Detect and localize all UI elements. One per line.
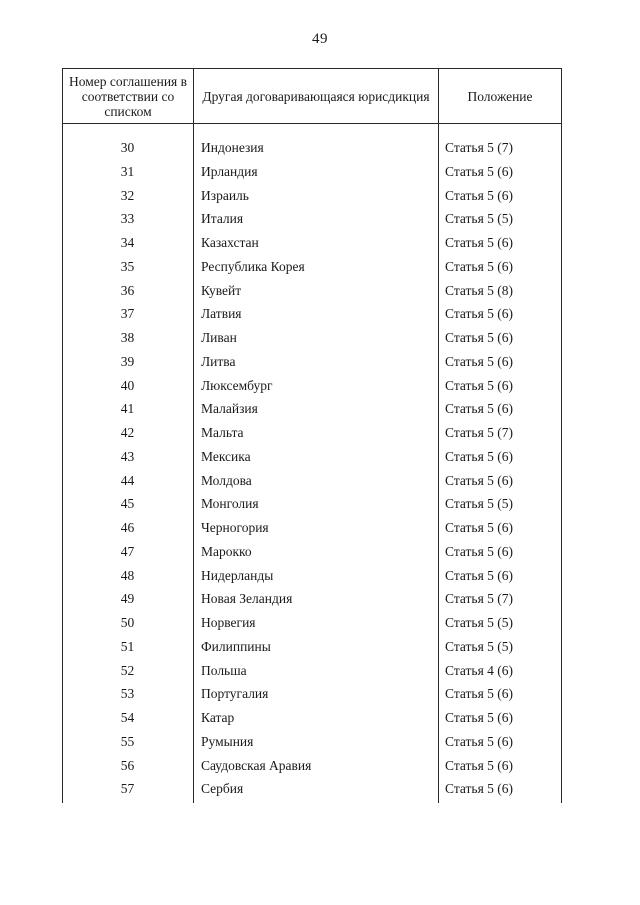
row-provision: Статья 5 (7) [445,425,514,440]
table-row [62,140,562,164]
row-number: 49 [120,591,135,607]
row-provision: Статья 5 (6) [445,448,514,464]
row-jurisdiction: Мальта [201,425,244,440]
row-number: 51 [120,638,135,654]
row-number: 55 [120,733,135,749]
row-provision: Статья 4 (6) [445,662,514,678]
row-provision: Статья 5 (6) [445,733,514,749]
table-row [62,544,562,568]
table-row [62,781,562,805]
row-jurisdiction: Латвия [201,306,242,322]
row-jurisdiction: Нидерланды [201,567,274,583]
row-number: 57 [120,781,135,797]
table-row [62,734,562,758]
row-number: 43 [120,448,135,464]
row-number: 34 [120,235,135,250]
row-provision: Статья 5 (5) [445,638,514,654]
row-jurisdiction: Ирландия [201,163,258,179]
row-provision: Статья 5 (6) [445,187,514,203]
row-number: 39 [120,353,135,369]
row-number: 53 [120,686,135,702]
row-number: 33 [120,211,135,227]
row-provision: Статья 5 (6) [445,472,514,488]
row-provision: Статья 5 (7) [445,140,514,155]
row-number: 37 [120,306,135,322]
row-jurisdiction: Португалия [201,686,269,702]
table-row [62,330,562,354]
page-number: 49 [312,31,328,47]
row-jurisdiction: Черногория [201,520,269,535]
table-row [62,710,562,734]
row-number: 44 [120,472,135,488]
row-provision: Статья 5 (6) [445,520,514,535]
row-jurisdiction: Казахстан [201,235,259,250]
row-provision: Статья 5 (6) [445,781,514,797]
row-number: 56 [120,757,135,773]
row-provision: Статья 5 (6) [445,163,514,179]
table-row [62,639,562,663]
row-jurisdiction: Ливан [201,330,237,345]
row-number: 30 [120,140,135,155]
row-jurisdiction: Кувейт [201,282,242,298]
row-number: 45 [120,496,135,512]
table-row [62,758,562,782]
row-jurisdiction: Филиппины [201,638,271,654]
header-provision-label: Положение [467,88,533,104]
row-jurisdiction: Люксембург [201,377,273,393]
row-number: 36 [120,282,135,298]
row-provision: Статья 5 (6) [445,543,514,559]
header-provision [439,69,561,123]
row-number: 41 [120,401,135,417]
table-row [62,283,562,307]
header-number-label: Номер соглашения в соответствии со списком [68,73,188,119]
table-row [62,496,562,520]
row-number: 42 [120,425,135,440]
row-jurisdiction: Мексика [201,448,251,464]
header-number [63,69,193,123]
table-row [62,591,562,615]
table-row [62,663,562,687]
row-jurisdiction: Саудовская Аравия [201,757,312,773]
row-number: 35 [120,258,135,274]
table-row [62,235,562,259]
row-number: 47 [120,543,135,559]
table-row [62,473,562,497]
row-jurisdiction: Румыния [201,733,254,749]
row-provision: Статья 5 (6) [445,235,514,250]
table-body [62,140,562,805]
row-jurisdiction: Молдова [201,472,252,488]
table-row [62,615,562,639]
table-row [62,164,562,188]
row-provision: Статья 5 (8) [445,282,514,298]
agreements-table [62,68,562,803]
row-number: 40 [120,377,135,393]
row-jurisdiction: Норвегия [201,615,256,630]
row-jurisdiction: Италия [201,211,244,227]
row-jurisdiction: Малайзия [201,401,258,417]
table-row [62,259,562,283]
table-row [62,306,562,330]
row-number: 52 [120,662,135,678]
row-jurisdiction: Монголия [201,496,259,512]
row-number: 50 [120,615,135,630]
row-jurisdiction: Сербия [201,781,244,797]
row-provision: Статья 5 (6) [445,567,514,583]
row-jurisdiction: Израиль [201,187,249,203]
header-jurisdiction [194,69,438,123]
row-jurisdiction: Литва [201,353,236,369]
row-provision: Статья 5 (6) [445,330,514,345]
row-number: 38 [120,330,135,345]
row-jurisdiction: Республика Корея [201,258,305,274]
row-provision: Статья 5 (7) [445,591,514,607]
row-jurisdiction: Индонезия [201,140,264,155]
table-row [62,686,562,710]
row-provision: Статья 5 (5) [445,615,514,630]
row-number: 32 [120,187,135,203]
row-number: 48 [120,567,135,583]
row-number: 31 [120,163,135,179]
row-number: 46 [120,520,135,535]
table-row [62,378,562,402]
row-number: 54 [120,710,135,725]
row-provision: Статья 5 (6) [445,686,514,702]
row-jurisdiction: Новая Зеландия [201,591,293,607]
row-jurisdiction: Польша [201,662,247,678]
header-divider [62,123,562,124]
header-jurisdiction-label: Другая договаривающаяся юрисдикция [202,88,430,104]
row-jurisdiction: Катар [201,710,235,725]
row-provision: Статья 5 (6) [445,710,514,725]
table-row [62,520,562,544]
row-provision: Статья 5 (6) [445,401,514,417]
row-provision: Статья 5 (6) [445,353,514,369]
row-provision: Статья 5 (5) [445,496,514,512]
row-provision: Статья 5 (6) [445,258,514,274]
table-row [62,211,562,235]
table-row [62,401,562,425]
table-row [62,425,562,449]
table-row [62,568,562,592]
row-provision: Статья 5 (6) [445,757,514,773]
row-jurisdiction: Марокко [201,543,252,559]
row-provision: Статья 5 (6) [445,377,514,393]
row-provision: Статья 5 (6) [445,306,514,322]
table-row [62,354,562,378]
table-row [62,449,562,473]
row-provision: Статья 5 (5) [445,211,514,227]
table-row [62,188,562,212]
